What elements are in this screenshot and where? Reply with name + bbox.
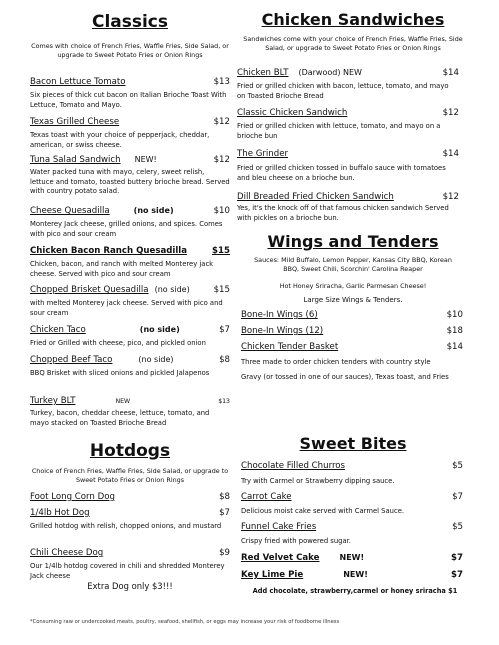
wings-title: Wings and Tenders — [267, 232, 439, 251]
menu-item — [237, 68, 459, 101]
menu-item — [241, 522, 463, 547]
item-name: Chopped Brisket Quesadilla — [30, 285, 149, 295]
menu-item — [30, 355, 230, 379]
item-price: $10 — [446, 310, 463, 320]
tender-gravy-note: Gravy (or tossed in one of our sauces), Texas toast, and Fries — [241, 373, 449, 381]
item-desc: Fried or grilled chicken with bacon, lettuce, tomato, and mayo on Toasted Brioche Bread — [237, 82, 449, 100]
item-desc: Crispy fried with powered sugar. — [241, 537, 351, 545]
food-safety-disclaimer: *Consuming raw or undercooked meats, poultry, seafood, shellfish, or eggs may increase your risk of foodborne illness — [30, 619, 340, 625]
item-name: Bone-In Wings (6) — [241, 310, 318, 320]
item-price: $14 — [442, 149, 459, 159]
item-desc: Grilled hotdog with relish, chopped onions, and mustard — [30, 522, 222, 530]
wings-hot-sauces: Hot Honey Sriracha, Garlic Parmesan Cheese! — [279, 282, 427, 290]
item-name: Chicken Taco — [30, 325, 86, 335]
menu-item — [30, 117, 230, 150]
item-price: $5 — [452, 461, 463, 471]
item-name: Classic Chicken Sandwich — [237, 108, 348, 118]
item-name: Chocolate Filled Churros — [241, 461, 346, 471]
item-price: $18 — [446, 326, 463, 336]
item-desc: Chicken, bacon, and ranch with melted Monterey jack cheese. Served with pico and sour cream — [30, 260, 214, 278]
item-name: Key Lime Pie — [241, 570, 304, 580]
item-desc: Yes, it's the knock off of that famous chicken sandwich Served with pickles on a brioche bun. — [237, 204, 449, 222]
item-name: Turkey BLT — [30, 396, 76, 406]
menu-item — [241, 342, 463, 352]
item-note: (no side) — [133, 206, 174, 215]
menu-item — [30, 325, 230, 349]
item-price: $13 — [213, 77, 230, 87]
item-name: Funnel Cake Fries — [241, 522, 317, 532]
item-desc: Turkey, bacon, cheddar cheese, lettuce, tomato, and mayo stacked on Toasted Brioche Bread — [30, 409, 210, 427]
item-price: $13 — [218, 398, 230, 405]
item-price: $9 — [219, 548, 230, 558]
menu-item — [237, 149, 459, 183]
item-name: Chopped Beef Taco — [30, 355, 113, 365]
item-price: $7 — [219, 508, 230, 518]
item-price: $7 — [452, 492, 463, 502]
extra-dog-note: Extra Dog only $3!!! — [87, 581, 173, 591]
item-price: $12 — [442, 108, 459, 118]
item-name: Foot Long Corn Dog — [30, 492, 115, 502]
item-price: $12 — [213, 117, 230, 127]
item-desc: Water packed tuna with mayo, celery, sweet relish, lettuce and tomato, toasted buttery brioche bread. Served with country potato salad. — [30, 168, 230, 196]
item-name: 1/4lb Hot Dog — [30, 508, 90, 518]
item-note: (Darwood) NEW — [298, 68, 362, 77]
sweet-bites-title: Sweet Bites — [299, 434, 407, 453]
item-name: Chicken Bacon Ranch Quesadilla — [30, 246, 188, 256]
item-note: (no side) — [139, 325, 180, 334]
menu-item — [237, 192, 459, 223]
item-note: (no side) — [154, 285, 190, 294]
item-name: The Grinder — [237, 149, 289, 159]
menu-item — [30, 246, 230, 279]
item-price: $14 — [446, 342, 463, 352]
menu-item — [241, 310, 463, 320]
item-desc: Fried or Grilled with cheese, pico, and pickled onion — [30, 339, 206, 347]
item-desc: Delicious moist cake served with Carmel Sauce. — [241, 507, 405, 515]
menu-item — [30, 508, 230, 532]
item-desc: Fried or grilled chicken with lettuce, tomato, and mayo on a brioche bun — [237, 122, 441, 140]
item-price: $7 — [219, 325, 230, 335]
wings-sauces: Sauces: Mild Buffalo, Lemon Pepper, Kansas City BBQ, Korean BBQ, Sweet Chili, Scorchin' Carolina Reaper — [254, 256, 452, 273]
item-note: NEW! — [134, 155, 157, 164]
menu-item — [30, 206, 230, 239]
item-desc: with melted Monterey jack cheese. Served with pico and sour cream — [30, 299, 223, 317]
menu-item — [241, 326, 463, 336]
classics-title: Classics — [91, 12, 169, 32]
item-note: NEW! — [339, 553, 365, 562]
menu-item — [30, 492, 230, 502]
item-price: $8 — [219, 492, 230, 502]
item-price: $15 — [212, 246, 230, 256]
item-desc: Texas toast with your choice of pepperjack, cheddar, american, or swiss cheese. — [30, 131, 210, 149]
item-name: Chili Cheese Dog — [30, 548, 104, 558]
item-note: NEW — [115, 398, 131, 405]
item-price: $10 — [213, 206, 230, 216]
item-price: $7 — [451, 570, 463, 580]
item-price: $14 — [442, 68, 459, 78]
wings-large-size: Large Size Wings & Tenders. — [303, 296, 403, 304]
menu-item — [30, 285, 230, 318]
item-note: NEW! — [343, 570, 368, 579]
menu-item — [237, 108, 459, 141]
menu-item — [30, 396, 230, 428]
menu-item — [241, 570, 463, 580]
tender-note: Three made to order chicken tenders with country style — [241, 358, 431, 366]
item-name: Bone-In Wings (12) — [241, 326, 324, 336]
menu-item — [30, 77, 230, 110]
menu-item — [241, 492, 463, 517]
item-desc: BBQ Brisket with sliced onions and pickled Jalapenos — [30, 369, 210, 377]
item-name: Red Velvet Cake — [241, 553, 320, 563]
sweet-addon-note: Add chocolate, strawberry,carmel or honey sriracha $1 — [252, 587, 458, 595]
chicken-title: Chicken Sandwiches — [261, 10, 445, 29]
menu-item — [241, 553, 463, 563]
item-name: Chicken BLT — [237, 68, 289, 78]
menu-item — [30, 155, 230, 197]
item-price: $12 — [442, 192, 459, 202]
item-name: Dill Breaded Fried Chicken Sandwich — [237, 192, 394, 202]
item-price: $7 — [451, 553, 463, 563]
item-name: Carrot Cake — [241, 492, 292, 502]
item-price: $5 — [452, 522, 463, 532]
classics-intro: Comes with choice of French Fries, Waffle Fries, Side Salad, or upgrade to Sweet Potato Fries or Onion Rings — [31, 42, 229, 59]
item-desc: Our 1/4lb hotdog covered in chili and shredded Monterey Jack cheese — [30, 562, 225, 580]
item-name: Bacon Lettuce Tomato — [30, 77, 126, 87]
item-name: Cheese Quesadilla — [30, 206, 110, 216]
item-price: $12 — [213, 155, 230, 165]
menu-item — [241, 461, 463, 487]
item-name: Texas Grilled Cheese — [30, 117, 120, 127]
chicken-intro: Sandwiches come with your choice of French Fries, Waffle Fries, Side Salad, or upgrade to Sweet Potato Fries or Onion Rings — [243, 35, 463, 52]
hotdogs-intro: Choice of French Fries, Waffle Fries, Side Salad, or upgrade to Sweet Potato Fries or Onion Rings — [31, 467, 229, 484]
item-desc: Monterey Jack cheese, grilled onions, and spices. Comes with pico and sour cream — [30, 220, 223, 238]
item-desc: Try with Carmel or Strawberry dipping sauce. — [241, 477, 395, 485]
item-name: Chicken Tender Basket — [241, 342, 339, 352]
item-price: $15 — [213, 285, 230, 295]
item-name: Tuna Salad Sandwich — [30, 155, 121, 165]
item-note: (no side) — [138, 355, 174, 364]
hotdogs-title: Hotdogs — [89, 441, 171, 461]
menu-item — [30, 548, 230, 581]
item-desc: Fried or grilled chicken tossed in buffalo sauce with tomatoes and bleu cheese on a brioche bun. — [237, 164, 446, 182]
item-price: $8 — [219, 355, 230, 365]
item-desc: Six pieces of thick cut bacon on Italian Brioche Toast With Lettuce, Tomato and Mayo. — [30, 91, 227, 109]
